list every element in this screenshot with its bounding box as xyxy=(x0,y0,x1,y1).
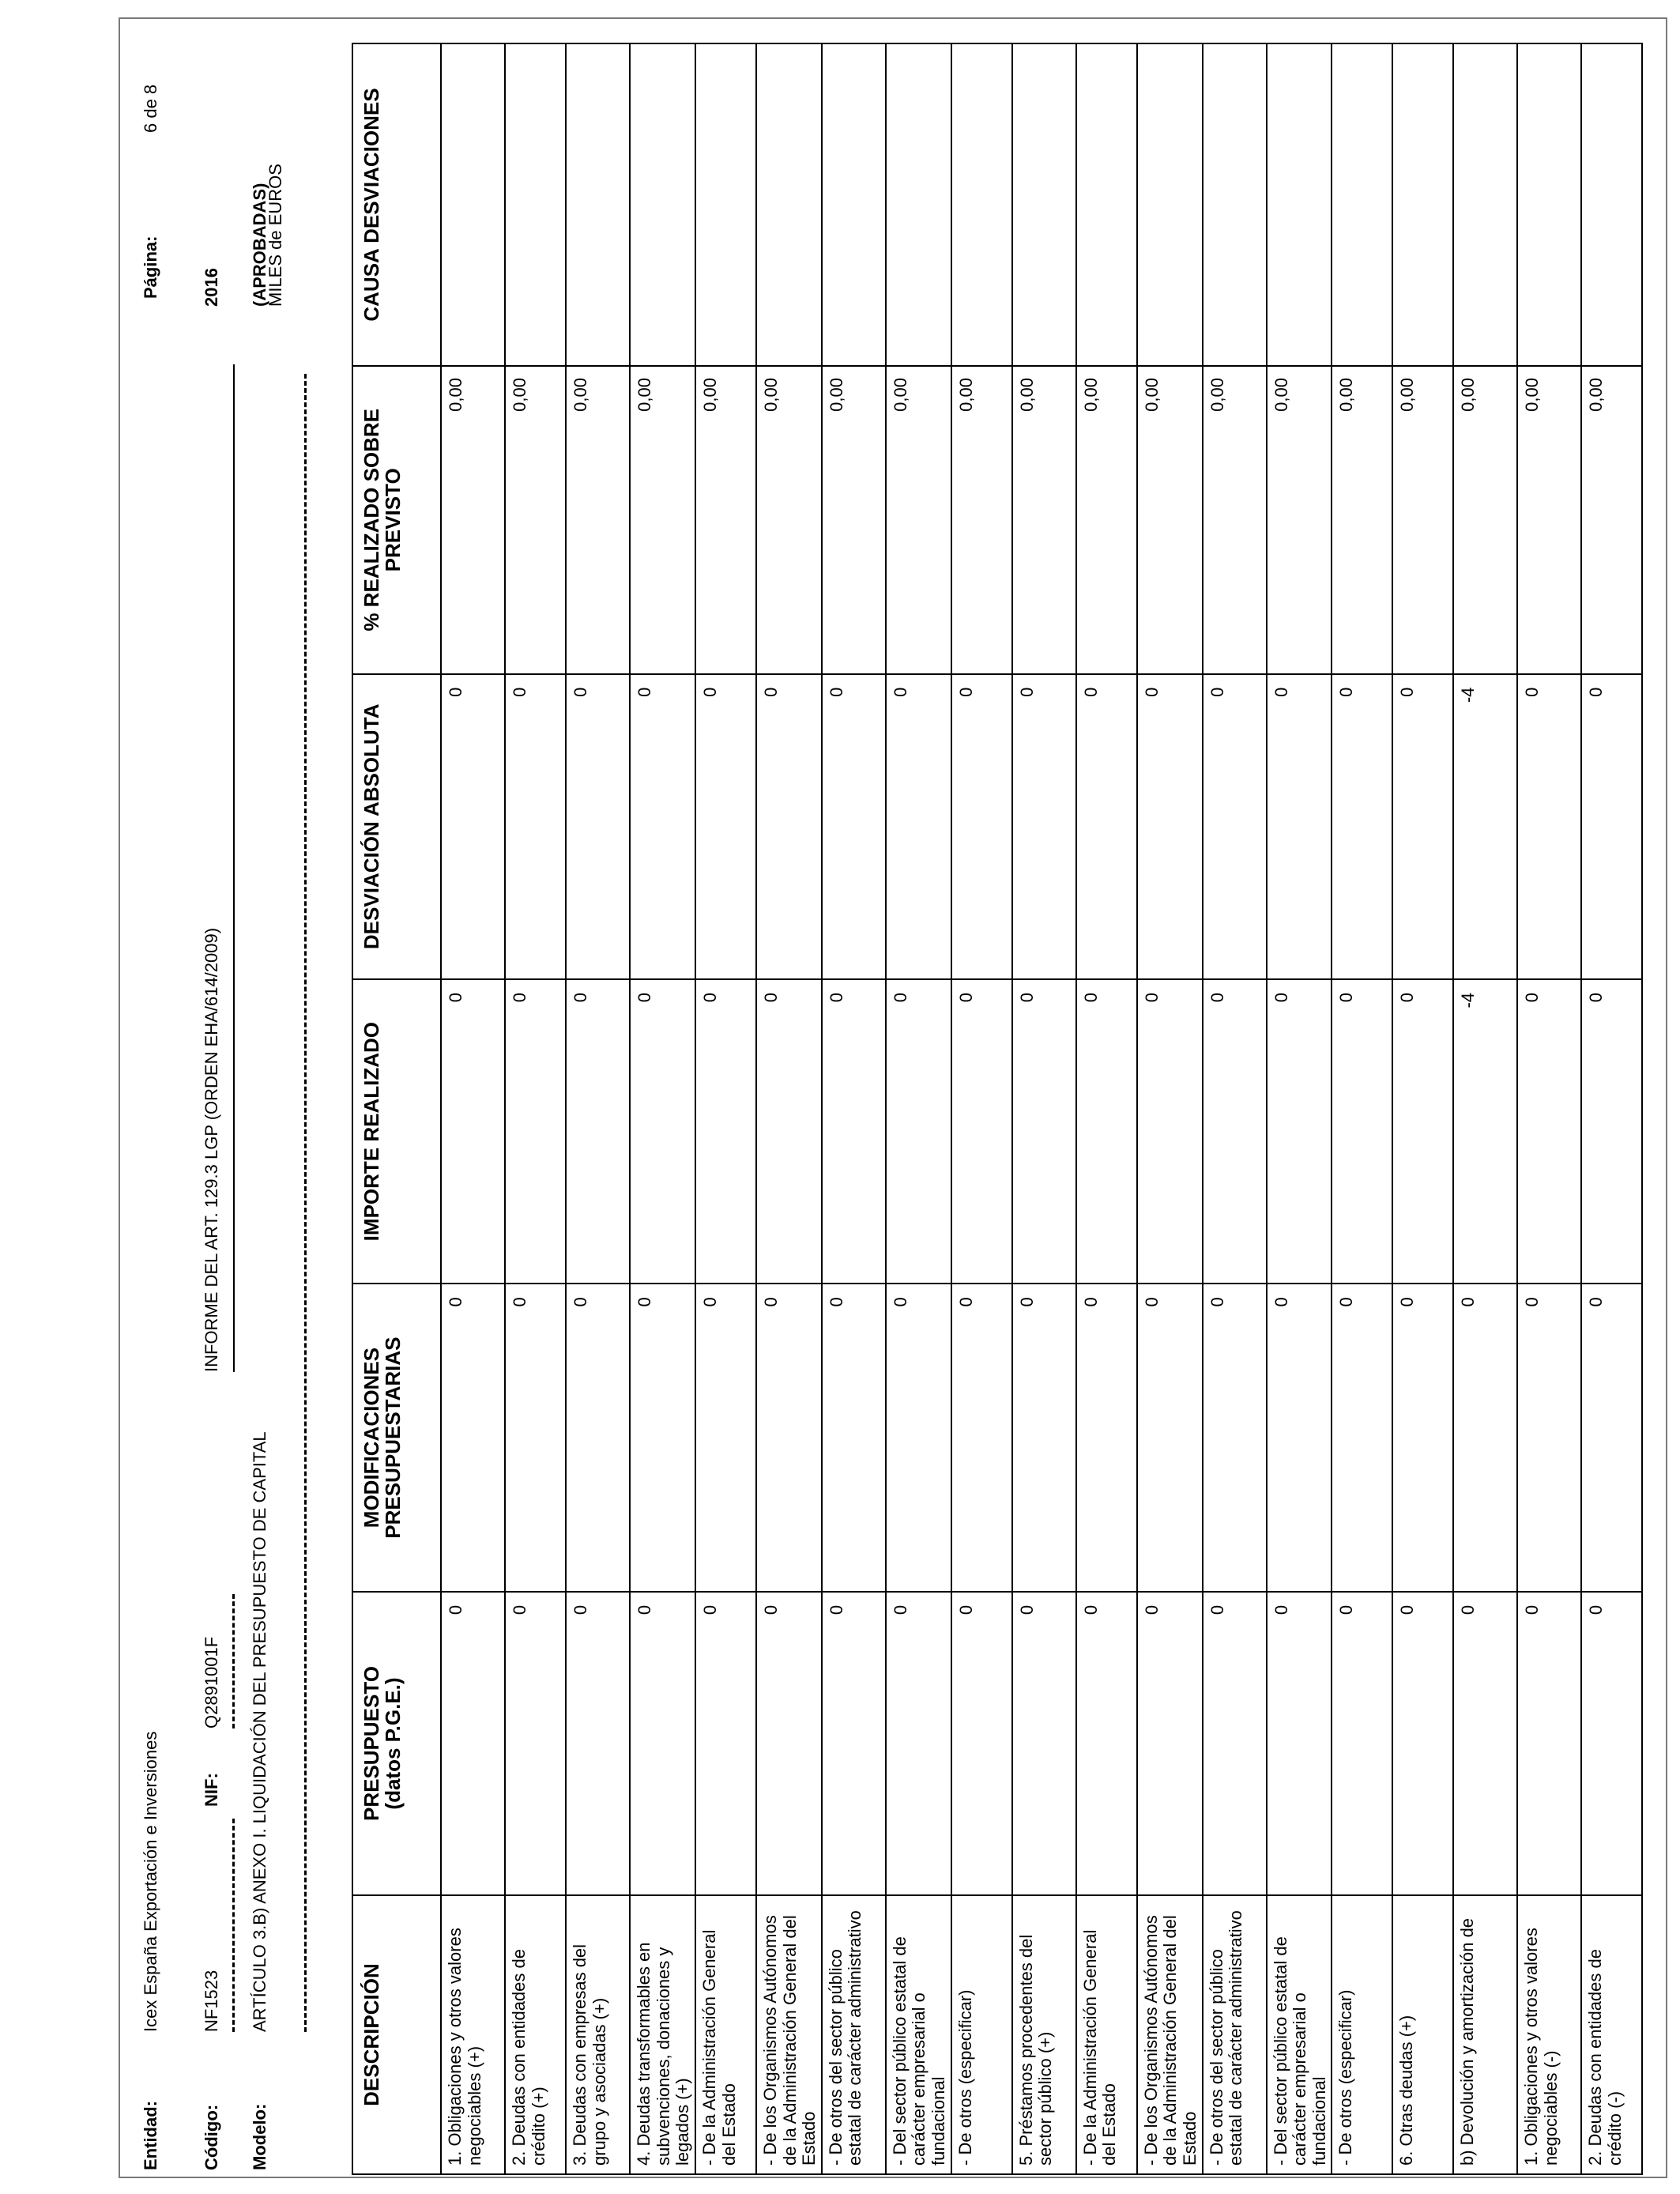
row-presupuesto: 0 xyxy=(1137,1592,1203,1895)
modelo-label: Modelo: xyxy=(250,2103,269,2170)
row-importe-realizado: 0 xyxy=(505,979,566,1284)
row-presupuesto: 0 xyxy=(756,1592,822,1895)
modelo-value: ARTÍCULO 3.B) ANEXO I. LIQUIDACIÓN DEL PRESUPUESTO DE CAPITAL xyxy=(250,1431,269,2032)
row-importe-realizado: 0 xyxy=(822,979,886,1284)
row-description: - De la Administración General del Estado xyxy=(1076,1895,1137,2174)
row-importe-realizado: 0 xyxy=(1012,979,1076,1284)
table-row xyxy=(951,43,1012,2174)
row-causa-desviaciones xyxy=(1332,43,1392,366)
row-presupuesto: 0 xyxy=(1517,1592,1581,1895)
row-description: 5. Préstamos procedentes del sector público (+) xyxy=(1012,1895,1076,2174)
row-pct-realizado: 0,00 xyxy=(1392,366,1453,674)
row-presupuesto: 0 xyxy=(1581,1592,1642,1895)
units-label: MILES de EUROS xyxy=(266,164,285,307)
row-desviacion-absoluta: 0 xyxy=(1012,674,1076,979)
row-desviacion-absoluta: 0 xyxy=(441,674,505,979)
row-causa-desviaciones xyxy=(756,43,822,366)
row-modificaciones: 0 xyxy=(1581,1284,1642,1592)
table-row xyxy=(505,43,566,2174)
row-modificaciones: 0 xyxy=(505,1284,566,1592)
row-causa-desviaciones xyxy=(1076,43,1137,366)
row-causa-desviaciones xyxy=(1392,43,1453,366)
row-modificaciones: 0 xyxy=(695,1284,756,1592)
row-description: - De los Organismos Autónomos de la Administración General del Estado xyxy=(756,1895,822,2174)
row-description: - De los Organismos Autónomos de la Administración General del Estado xyxy=(1137,1895,1203,2174)
codigo-label: Código: xyxy=(202,2104,221,2170)
row-presupuesto: 0 xyxy=(695,1592,756,1895)
row-description: 2. Deudas con entidades de crédito (+) xyxy=(505,1895,566,2174)
codigo-value: NF1523 xyxy=(202,1970,221,2032)
row-presupuesto: 0 xyxy=(822,1592,886,1895)
row-importe-realizado: 0 xyxy=(1267,979,1332,1284)
table-header-row xyxy=(352,43,441,2174)
table-row xyxy=(695,43,756,2174)
row-importe-realizado: 0 xyxy=(566,979,630,1284)
row-presupuesto: 0 xyxy=(1392,1592,1453,1895)
row-importe-realizado: 0 xyxy=(630,979,695,1284)
informe-underline xyxy=(233,364,235,1372)
table-row xyxy=(1517,43,1581,2174)
row-presupuesto: 0 xyxy=(886,1592,951,1895)
row-presupuesto: 0 xyxy=(1076,1592,1137,1895)
entidad-value: Icex España Exportación e Inversiones xyxy=(141,1731,160,2032)
col-header-presupuesto-text: PRESUPUESTO (datos P.G.E.) xyxy=(360,1666,405,1822)
table-row xyxy=(1076,43,1137,2174)
row-modificaciones: 0 xyxy=(566,1284,630,1592)
row-modificaciones: 0 xyxy=(886,1284,951,1592)
row-causa-desviaciones xyxy=(1453,43,1517,366)
page-frame xyxy=(119,17,1667,2178)
row-causa-desviaciones xyxy=(566,43,630,366)
row-presupuesto: 0 xyxy=(505,1592,566,1895)
row-causa-desviaciones xyxy=(822,43,886,366)
row-presupuesto: 0 xyxy=(951,1592,1012,1895)
row-description: 6. Otras deudas (+) xyxy=(1392,1895,1453,2174)
pagina-value: 6 de 8 xyxy=(141,84,160,133)
row-pct-realizado: 0,00 xyxy=(756,366,822,674)
table-row xyxy=(1267,43,1332,2174)
row-modificaciones: 0 xyxy=(1076,1284,1137,1592)
row-modificaciones: 0 xyxy=(822,1284,886,1592)
col-header-modificaciones-text: MODIFICACIONES PRESUPUESTARIAS xyxy=(360,1336,405,1539)
budget-table xyxy=(352,43,1643,2175)
col-header-desviacion-absoluta: DESVIACIÓN ABSOLUTA xyxy=(352,674,441,979)
row-pct-realizado: 0,00 xyxy=(1453,366,1517,674)
table-row xyxy=(1581,43,1642,2174)
row-desviacion-absoluta: 0 xyxy=(505,674,566,979)
row-description: - Del sector público estatal de carácter empresarial o fundacional xyxy=(886,1895,951,2174)
row-pct-realizado: 0,00 xyxy=(1203,366,1267,674)
row-desviacion-absoluta: 0 xyxy=(1137,674,1203,979)
row-pct-realizado: 0,00 xyxy=(1012,366,1076,674)
table-row xyxy=(630,43,695,2174)
row-pct-realizado: 0,00 xyxy=(822,366,886,674)
row-desviacion-absoluta: 0 xyxy=(1392,674,1453,979)
row-importe-realizado: 0 xyxy=(1203,979,1267,1284)
entidad-label: Entidad: xyxy=(141,2101,160,2170)
row-desviacion-absoluta: 0 xyxy=(1076,674,1137,979)
table-row xyxy=(1392,43,1453,2174)
table-row xyxy=(566,43,630,2174)
table-row xyxy=(1203,43,1267,2174)
row-presupuesto: 0 xyxy=(1012,1592,1076,1895)
row-desviacion-absoluta: 0 xyxy=(951,674,1012,979)
row-modificaciones: 0 xyxy=(1453,1284,1517,1592)
row-causa-desviaciones xyxy=(886,43,951,366)
row-presupuesto: 0 xyxy=(1453,1592,1517,1895)
row-description: - De otros del sector público estatal de carácter administrativo xyxy=(822,1895,886,2174)
row-desviacion-absoluta: 0 xyxy=(1267,674,1332,979)
row-presupuesto: 0 xyxy=(441,1592,505,1895)
row-pct-realizado: 0,00 xyxy=(886,366,951,674)
row-modificaciones: 0 xyxy=(756,1284,822,1592)
row-desviacion-absoluta: 0 xyxy=(1581,674,1642,979)
row-description: - De otros (especificar) xyxy=(1332,1895,1392,2174)
table-row xyxy=(756,43,822,2174)
row-importe-realizado: 0 xyxy=(1392,979,1453,1284)
pagina-label: Página: xyxy=(141,236,160,299)
row-pct-realizado: 0,00 xyxy=(1076,366,1137,674)
row-pct-realizado: 0,00 xyxy=(630,366,695,674)
row-causa-desviaciones xyxy=(695,43,756,366)
report-year: 2016 xyxy=(202,268,221,307)
table-row xyxy=(1453,43,1517,2174)
row-description: - De otros del sector público estatal de carácter administrativo xyxy=(1203,1895,1267,2174)
row-description: b) Devolución y amortización de xyxy=(1453,1895,1517,2174)
row-description: - Del sector público estatal de carácter empresarial o fundacional xyxy=(1267,1895,1332,2174)
row-modificaciones: 0 xyxy=(1392,1284,1453,1592)
row-desviacion-absoluta: 0 xyxy=(695,674,756,979)
row-presupuesto: 0 xyxy=(1203,1592,1267,1895)
nif-dash-line xyxy=(232,1594,235,1728)
row-causa-desviaciones xyxy=(1267,43,1332,366)
table-row xyxy=(822,43,886,2174)
table-row xyxy=(1137,43,1203,2174)
row-description: - De la Administración General del Estado xyxy=(695,1895,756,2174)
row-importe-realizado: 0 xyxy=(1517,979,1581,1284)
row-modificaciones: 0 xyxy=(1332,1284,1392,1592)
table-row xyxy=(1012,43,1076,2174)
row-causa-desviaciones xyxy=(1203,43,1267,366)
row-pct-realizado: 0,00 xyxy=(505,366,566,674)
row-causa-desviaciones xyxy=(630,43,695,366)
row-modificaciones: 0 xyxy=(441,1284,505,1592)
row-importe-realizado: 0 xyxy=(695,979,756,1284)
row-importe-realizado: -4 xyxy=(1453,979,1517,1284)
row-desviacion-absoluta: 0 xyxy=(886,674,951,979)
row-pct-realizado: 0,00 xyxy=(951,366,1012,674)
informe-title: INFORME DEL ART. 129.3 LGP (ORDEN EHA/614/2009) xyxy=(202,927,221,1372)
row-description: 1. Obligaciones y otros valores negociables (-) xyxy=(1517,1895,1581,2174)
row-desviacion-absoluta: 0 xyxy=(630,674,695,979)
row-desviacion-absoluta: 0 xyxy=(1203,674,1267,979)
table-row xyxy=(441,43,505,2174)
row-presupuesto: 0 xyxy=(1332,1592,1392,1895)
row-modificaciones: 0 xyxy=(1203,1284,1267,1592)
row-desviacion-absoluta: 0 xyxy=(1332,674,1392,979)
row-pct-realizado: 0,00 xyxy=(695,366,756,674)
row-desviacion-absoluta: 0 xyxy=(566,674,630,979)
row-presupuesto: 0 xyxy=(566,1592,630,1895)
row-pct-realizado: 0,00 xyxy=(1137,366,1203,674)
row-pct-realizado: 0,00 xyxy=(1332,366,1392,674)
col-header-presupuesto xyxy=(352,1592,441,1895)
row-description: 4. Deudas transformables en subvenciones, donaciones y legados (+) xyxy=(630,1895,695,2174)
row-description: - De otros (especificar) xyxy=(951,1895,1012,2174)
row-importe-realizado: 0 xyxy=(1076,979,1137,1284)
row-importe-realizado: 0 xyxy=(951,979,1012,1284)
row-presupuesto: 0 xyxy=(630,1592,695,1895)
row-causa-desviaciones xyxy=(1581,43,1642,366)
row-description: 3. Deudas con empresas del grupo y asociadas (+) xyxy=(566,1895,630,2174)
row-modificaciones: 0 xyxy=(1012,1284,1076,1592)
col-header-pct-realizado xyxy=(352,366,441,674)
col-header-causa-desviaciones: CAUSA DESVIACIONES xyxy=(352,43,441,366)
row-desviacion-absoluta: -4 xyxy=(1453,674,1517,979)
row-modificaciones: 0 xyxy=(1267,1284,1332,1592)
table-row xyxy=(886,43,951,2174)
row-causa-desviaciones xyxy=(505,43,566,366)
row-modificaciones: 0 xyxy=(1517,1284,1581,1592)
row-pct-realizado: 0,00 xyxy=(566,366,630,674)
row-importe-realizado: 0 xyxy=(886,979,951,1284)
row-pct-realizado: 0,00 xyxy=(1581,366,1642,674)
row-causa-desviaciones xyxy=(441,43,505,366)
col-header-pct-realizado-text: % REALIZADO SOBRE PREVISTO xyxy=(360,408,405,631)
row-pct-realizado: 0,00 xyxy=(441,366,505,674)
nif-value: Q2891001F xyxy=(202,1636,221,1728)
modelo-dash-line xyxy=(304,374,307,2032)
row-causa-desviaciones xyxy=(951,43,1012,366)
row-desviacion-absoluta: 0 xyxy=(1517,674,1581,979)
row-pct-realizado: 0,00 xyxy=(1267,366,1332,674)
row-importe-realizado: 0 xyxy=(1581,979,1642,1284)
row-causa-desviaciones xyxy=(1517,43,1581,366)
col-header-modificaciones xyxy=(352,1284,441,1592)
row-causa-desviaciones xyxy=(1012,43,1076,366)
row-importe-realizado: 0 xyxy=(1137,979,1203,1284)
table-row xyxy=(1332,43,1392,2174)
col-header-descripcion: DESCRIPCIÓN xyxy=(352,1895,441,2174)
row-importe-realizado: 0 xyxy=(1332,979,1392,1284)
row-description: 1. Obligaciones y otros valores negociables (+) xyxy=(441,1895,505,2174)
nif-label: NIF: xyxy=(202,1773,221,1807)
aprobadas-label: (APROBADAS) xyxy=(250,183,269,307)
row-importe-realizado: 0 xyxy=(756,979,822,1284)
col-header-importe-realizado: IMPORTE REALIZADO xyxy=(352,979,441,1284)
codigo-dash-line xyxy=(232,1819,235,2032)
row-presupuesto: 0 xyxy=(1267,1592,1332,1895)
row-desviacion-absoluta: 0 xyxy=(822,674,886,979)
row-desviacion-absoluta: 0 xyxy=(756,674,822,979)
row-description: 2. Deudas con entidades de crédito (-) xyxy=(1581,1895,1642,2174)
row-modificaciones: 0 xyxy=(630,1284,695,1592)
row-importe-realizado: 0 xyxy=(441,979,505,1284)
row-pct-realizado: 0,00 xyxy=(1517,366,1581,674)
row-modificaciones: 0 xyxy=(1137,1284,1203,1592)
row-causa-desviaciones xyxy=(1137,43,1203,366)
row-modificaciones: 0 xyxy=(951,1284,1012,1592)
